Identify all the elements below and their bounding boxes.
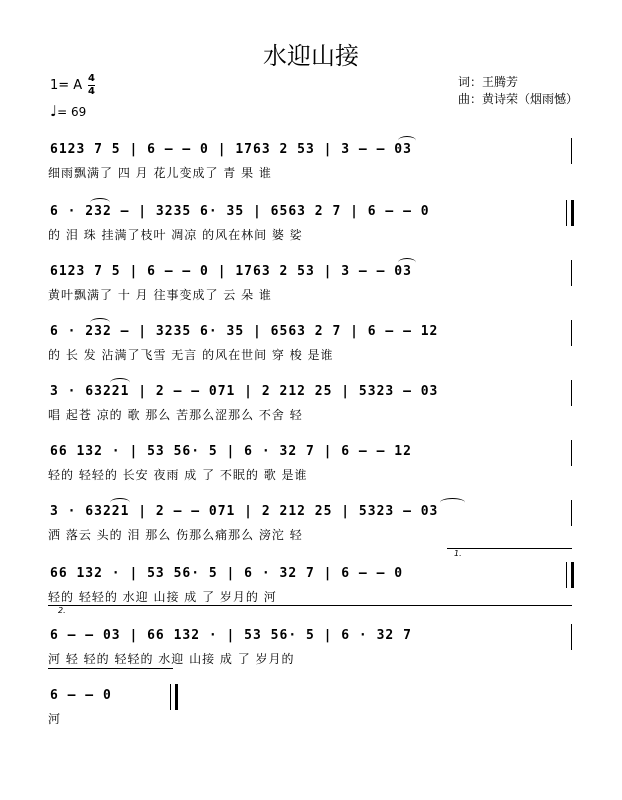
lyrics-line-2: 的 泪 珠 挂满了枝叶 凋凉 的风在林间 婆 娑 [48, 228, 303, 242]
lyrics-line-1: 细雨飘满了 四 月 花儿变成了 青 果 谁 [48, 166, 272, 180]
notation-line-6: 66 132 · | 53 56· 5 | 6 · 32 7 | 6 – – 12 [50, 444, 412, 459]
repeat-end-barline [566, 200, 574, 226]
second-ending-continuation [48, 668, 173, 669]
second-ending-bracket [48, 605, 572, 606]
notation-line-2: 6 · 232 – | 3235 6· 35 | 6563 2 7 | 6 – – 0 [50, 204, 430, 219]
song-title: 水迎山接 [263, 42, 359, 70]
notation-line-7: 3 · 63221 | 2 – – 071 | 2 212 25 | 5323 – 03 [50, 504, 439, 519]
barline [571, 138, 572, 164]
notation-line-8: 66 132 · | 53 56· 5 | 6 · 32 7 | 6 – – 0 [50, 566, 404, 581]
slur-mark [110, 498, 130, 507]
lyrics-line-5: 唱 起苍 凉的 歌 那么 苦那么涩那么 不舍 轻 [48, 408, 303, 422]
notation-line-3: 6123 7 5 | 6 – – 0 | 1763 2 53 | 3 – – 03 [50, 264, 412, 279]
composer: 曲：黄诗荣（烟雨憾） [458, 92, 579, 106]
barline [571, 440, 572, 466]
lyrics-line-4: 的 长 发 沾满了飞雪 无言 的风在世间 穿 梭 是谁 [48, 348, 334, 362]
key-signature: 1= A [50, 78, 83, 93]
lyrics-line-3: 黄叶飘满了 十 月 往事变成了 云 朵 谁 [48, 288, 272, 302]
barline [571, 260, 572, 286]
slur-mark [398, 258, 416, 267]
tempo-marking [50, 102, 86, 120]
lyrics-line-10: 河 [48, 712, 62, 726]
slur-mark [90, 318, 110, 327]
final-barline [170, 684, 178, 710]
lyrics-line-8: 轻的 轻轻的 水迎 山接 成 了 岁月的 河 [48, 590, 277, 604]
slur-mark [398, 136, 416, 145]
notation-line-1: 6123 7 5 | 6 – – 0 | 1763 2 53 | 3 – – 03 [50, 142, 412, 157]
lyrics-line-9: 河 轻 轻的 轻轻的 水迎 山接 成 了 岁月的 [48, 652, 295, 666]
barline [571, 500, 572, 526]
slur-mark [110, 378, 130, 387]
tempo-value: = 69 [57, 105, 87, 119]
quarter-note-icon: ♩ [50, 102, 58, 120]
lyrics-line-7: 洒 落云 头的 泪 那么 伤那么痛那么 滂沱 轻 [48, 528, 303, 542]
first-ending-label: 1. [454, 549, 462, 558]
time-signature [88, 73, 95, 98]
credits [458, 74, 578, 108]
notation-line-10: 6 – – 0 [50, 688, 112, 703]
slur-mark [90, 198, 110, 207]
barline [571, 320, 572, 346]
notation-line-5: 3 · 63221 | 2 – – 071 | 2 212 25 | 5323 – 03 [50, 384, 439, 399]
repeat-end-barline [566, 562, 574, 588]
second-ending-label: 2. [58, 606, 66, 615]
lyricist: 词：王腾芳 [458, 75, 519, 89]
lyrics-line-6: 轻的 轻轻的 长安 夜雨 成 了 不眠的 歌 是谁 [48, 468, 308, 482]
first-ending-bracket [447, 548, 572, 549]
time-signature-bottom: 4 [88, 86, 95, 97]
slur-mark [440, 498, 465, 507]
notation-line-4: 6 · 232 – | 3235 6· 35 | 6563 2 7 | 6 – – 12 [50, 324, 439, 339]
barline [571, 380, 572, 406]
barline [571, 624, 572, 650]
notation-line-9: 6 – – 03 | 66 132 · | 53 56· 5 | 6 · 32 7 [50, 628, 412, 643]
time-signature-top: 4 [88, 73, 95, 84]
